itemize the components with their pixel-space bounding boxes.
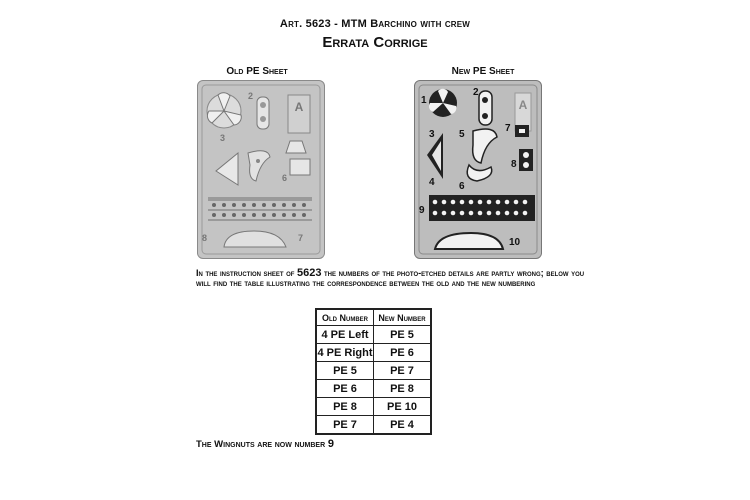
table-row: [317, 362, 431, 380]
header-new-number: New Number: [374, 310, 431, 326]
instruction-paragraph: [196, 268, 596, 288]
new-pe-sheet-image: [414, 80, 542, 259]
table-row: [317, 326, 431, 344]
new-sheet-label: New PE Sheet: [451, 66, 515, 77]
old-num-1: 2: [248, 91, 254, 101]
new-number-cell: PE 6: [374, 344, 431, 362]
table-header-row: [317, 310, 431, 326]
new-number-cell: PE 10: [374, 398, 431, 416]
new-num-6: 6: [459, 181, 465, 192]
page-title: Errata Corrige: [322, 34, 428, 51]
new-num-7: 7: [505, 123, 511, 134]
old-number-cell: PE 7: [317, 416, 374, 434]
wingnuts-text: The Wingnuts are now number: [196, 439, 328, 450]
header-old-number: Old Number: [317, 310, 374, 326]
new-number-cell: PE 4: [374, 416, 431, 434]
svg-text:A: A: [518, 98, 528, 112]
old-num-4: 8: [202, 233, 208, 243]
new-num-9: 9: [419, 205, 425, 216]
old-pe-sheet-image: [197, 80, 325, 259]
instruction-article-number: 5623: [296, 267, 322, 279]
old-sheet-label: Old PE Sheet: [226, 66, 288, 77]
new-num-1: 1: [421, 95, 427, 106]
article-line: Art. 5623 - MTM Barchino with crew: [279, 18, 471, 30]
new-number-cell: PE 5: [374, 326, 431, 344]
new-num-3: 3: [429, 129, 435, 140]
table-row: [317, 380, 431, 398]
table-row: [317, 416, 431, 434]
svg-text:A: A: [294, 100, 304, 114]
table-row: [317, 398, 431, 416]
old-number-cell: PE 8: [317, 398, 374, 416]
old-num-5: 7: [298, 233, 304, 243]
new-number-cell: PE 7: [374, 362, 431, 380]
new-num-10: 10: [509, 237, 521, 248]
correspondence-table: [316, 309, 431, 434]
new-num-5: 5: [459, 129, 465, 140]
old-number-cell: 4 PE Left: [317, 326, 374, 344]
new-num-4: 4: [429, 177, 435, 188]
old-num-3: 6: [282, 173, 288, 183]
new-num-8: 8: [511, 159, 517, 170]
instruction-text-2: the numbers of the photo-etched details are partly wrong; below you will find the table illustrating the correspondence between the old and the new numbering: [196, 268, 585, 288]
new-num-2: 2: [473, 87, 479, 98]
wingnuts-note: [196, 438, 334, 450]
old-number-cell: 4 PE Right: [317, 344, 374, 362]
instruction-text-1: In the instruction sheet of: [196, 268, 297, 278]
old-number-cell: PE 5: [317, 362, 374, 380]
table-row: [317, 344, 431, 362]
wingnuts-number: 9: [327, 438, 334, 450]
new-number-cell: PE 8: [374, 380, 431, 398]
old-number-cell: PE 6: [317, 380, 374, 398]
old-num-2: 3: [220, 133, 226, 143]
